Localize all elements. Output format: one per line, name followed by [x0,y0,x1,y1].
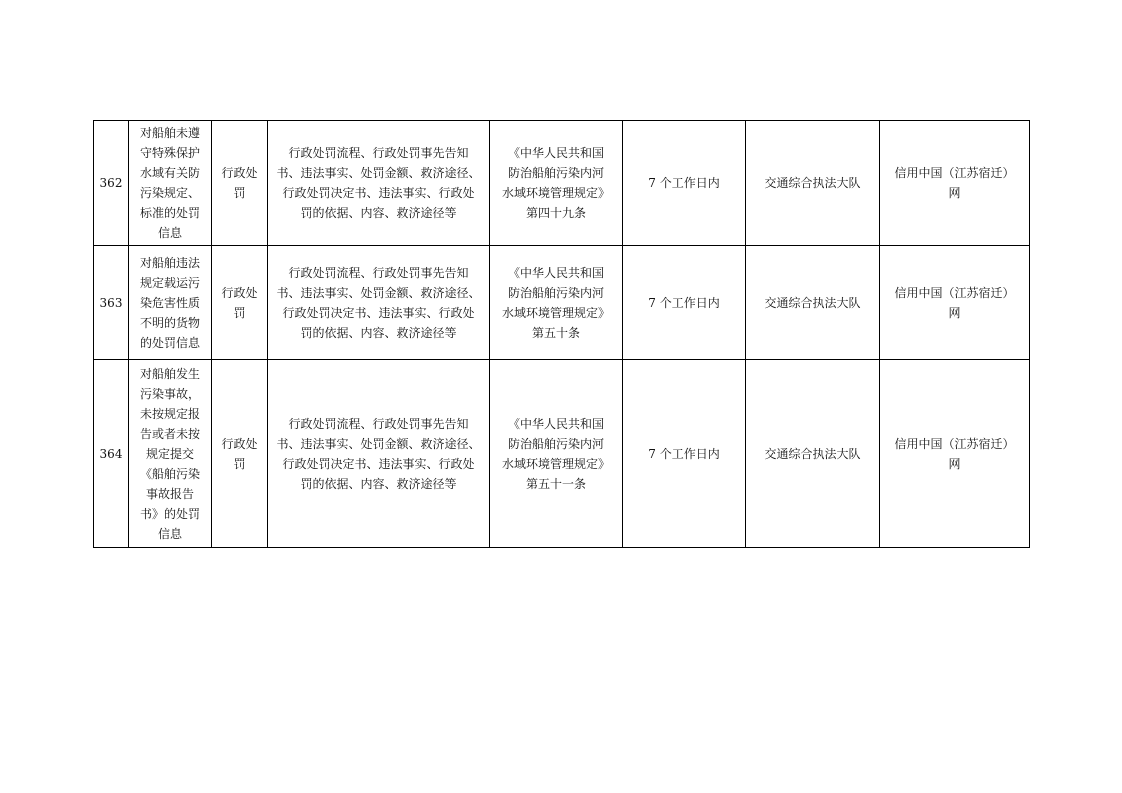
legal-basis: 《中华人民共和国 防治船舶污染内河 水域环境管理规定》 第五十条 [490,246,623,360]
item-name: 对船舶违法 规定载运污 染危害性质 不明的货物 的处罚信息 [129,246,212,360]
department: 交通综合执法大队 [746,360,880,548]
disclosure-table [93,120,1030,548]
item-category: 行政处 罚 [212,360,268,548]
row-number: 363 [94,246,129,360]
item-category: 行政处 罚 [212,121,268,246]
item-name: 对船舶未遵 守特殊保护 水域有关防 污染规定、 标准的处罚 信息 [129,121,212,246]
disclosure-content: 行政处罚流程、行政处罚事先告知 书、违法事实、处罚金额、救济途径、 行政处罚决定书、违法事实、行政处 罚的依据、内容、救济途径等 [268,246,490,360]
legal-basis: 《中华人民共和国 防治船舶污染内河 水域环境管理规定》 第五十一条 [490,360,623,548]
department: 交通综合执法大队 [746,246,880,360]
table-row [94,121,1030,246]
legal-basis: 《中华人民共和国 防治船舶污染内河 水域环境管理规定》 第四十九条 [490,121,623,246]
item-name: 对船舶发生 污染事故， 未按规定报 告或者未按 规定提交 《船舶污染 事故报告 书》的处罚 信息 [129,360,212,548]
disclosure-channel: 信用中国（江苏宿迁） 网 [880,360,1030,548]
disclosure-channel: 信用中国（江苏宿迁） 网 [880,121,1030,246]
time-limit: 7 个工作日内 [623,121,746,246]
item-category: 行政处 罚 [212,246,268,360]
row-number: 362 [94,121,129,246]
disclosure-content: 行政处罚流程、行政处罚事先告知 书、违法事实、处罚金额、救济途径、 行政处罚决定书、违法事实、行政处 罚的依据、内容、救济途径等 [268,360,490,548]
disclosure-channel: 信用中国（江苏宿迁） 网 [880,246,1030,360]
department: 交通综合执法大队 [746,121,880,246]
table-row [94,360,1030,548]
table-row [94,246,1030,360]
disclosure-content: 行政处罚流程、行政处罚事先告知 书、违法事实、处罚金额、救济途径、 行政处罚决定书、违法事实、行政处 罚的依据、内容、救济途径等 [268,121,490,246]
row-number: 364 [94,360,129,548]
time-limit: 7 个工作日内 [623,246,746,360]
time-limit: 7 个工作日内 [623,360,746,548]
